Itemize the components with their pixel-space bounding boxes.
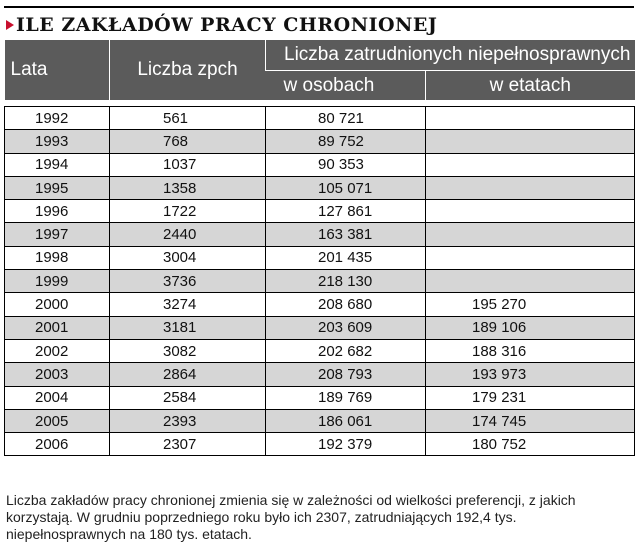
header-liczba-zpch: Liczba zpch bbox=[110, 40, 266, 100]
cell-persons: 218 130 bbox=[266, 270, 426, 293]
cell-etaty bbox=[426, 153, 635, 176]
cell-etaty bbox=[426, 223, 635, 246]
cell-year: 1994 bbox=[5, 153, 110, 176]
cell-year: 2001 bbox=[5, 316, 110, 339]
footnote: Liczba zakładów pracy chronionej zmienia się w zależności od wielkości preferencji, z jakich korzystają. W grudniu poprzedniego roku było ich 2307, zatrudniających 192,4 tys. niepełnosprawnych na 180 tys. etatach. bbox=[6, 492, 576, 542]
title-bar bbox=[4, 6, 634, 42]
cell-persons: 80 721 bbox=[266, 107, 426, 130]
table-row bbox=[5, 153, 635, 176]
cell-count: 3082 bbox=[110, 339, 266, 362]
cell-persons: 105 071 bbox=[266, 176, 426, 199]
table-row bbox=[5, 107, 635, 130]
cell-etaty bbox=[426, 246, 635, 269]
table-row bbox=[5, 433, 635, 456]
cell-etaty bbox=[426, 200, 635, 223]
header-w-osobach: w osobach bbox=[266, 71, 426, 101]
cell-count: 1722 bbox=[110, 200, 266, 223]
cell-persons: 203 609 bbox=[266, 316, 426, 339]
cell-etaty bbox=[426, 130, 635, 153]
cell-count: 2393 bbox=[110, 409, 266, 432]
cell-year: 2004 bbox=[5, 386, 110, 409]
cell-persons: 186 061 bbox=[266, 409, 426, 432]
cell-count: 2864 bbox=[110, 363, 266, 386]
cell-year: 1999 bbox=[5, 270, 110, 293]
cell-year: 1995 bbox=[5, 176, 110, 199]
cell-year: 1997 bbox=[5, 223, 110, 246]
cell-persons: 208 793 bbox=[266, 363, 426, 386]
cell-year: 2002 bbox=[5, 339, 110, 362]
cell-count: 3274 bbox=[110, 293, 266, 316]
page-title: ILE ZAKŁADÓW PRACY CHRONIONEJ bbox=[16, 14, 438, 36]
cell-persons: 163 381 bbox=[266, 223, 426, 246]
header-zatrudnionych: Liczba zatrudnionych niepełnosprawnych bbox=[266, 40, 635, 71]
cell-count: 2307 bbox=[110, 433, 266, 456]
table-row bbox=[5, 176, 635, 199]
table-row bbox=[5, 200, 635, 223]
cell-year: 2003 bbox=[5, 363, 110, 386]
table-row bbox=[5, 386, 635, 409]
cell-persons: 201 435 bbox=[266, 246, 426, 269]
table-row bbox=[5, 339, 635, 362]
cell-count: 3181 bbox=[110, 316, 266, 339]
cell-etaty: 188 316 bbox=[426, 339, 635, 362]
cell-count: 2440 bbox=[110, 223, 266, 246]
cell-count: 561 bbox=[110, 107, 266, 130]
cell-year: 1996 bbox=[5, 200, 110, 223]
table-row bbox=[5, 130, 635, 153]
cell-count: 2584 bbox=[110, 386, 266, 409]
cell-year: 1992 bbox=[5, 107, 110, 130]
cell-count: 1037 bbox=[110, 153, 266, 176]
header-lata: Lata bbox=[5, 40, 110, 100]
cell-year: 1993 bbox=[5, 130, 110, 153]
cell-persons: 189 769 bbox=[266, 386, 426, 409]
cell-etaty: 179 231 bbox=[426, 386, 635, 409]
cell-year: 1998 bbox=[5, 246, 110, 269]
table-row bbox=[5, 223, 635, 246]
cell-persons: 127 861 bbox=[266, 200, 426, 223]
arrow-right-icon bbox=[6, 20, 14, 30]
table-row bbox=[5, 246, 635, 269]
cell-persons: 192 379 bbox=[266, 433, 426, 456]
cell-year: 2006 bbox=[5, 433, 110, 456]
cell-year: 2005 bbox=[5, 409, 110, 432]
cell-year: 2000 bbox=[5, 293, 110, 316]
cell-etaty bbox=[426, 270, 635, 293]
table-row bbox=[5, 270, 635, 293]
cell-persons: 89 752 bbox=[266, 130, 426, 153]
header-w-etatach: w etatach bbox=[426, 71, 635, 101]
cell-etaty: 195 270 bbox=[426, 293, 635, 316]
cell-etaty: 174 745 bbox=[426, 409, 635, 432]
cell-etaty: 189 106 bbox=[426, 316, 635, 339]
cell-count: 3004 bbox=[110, 246, 266, 269]
cell-persons: 90 353 bbox=[266, 153, 426, 176]
cell-persons: 202 682 bbox=[266, 339, 426, 362]
cell-count: 768 bbox=[110, 130, 266, 153]
table-row bbox=[5, 293, 635, 316]
cell-etaty: 193 973 bbox=[426, 363, 635, 386]
table-row bbox=[5, 316, 635, 339]
data-table bbox=[4, 40, 635, 456]
cell-etaty bbox=[426, 176, 635, 199]
table-row bbox=[5, 409, 635, 432]
table-row bbox=[5, 363, 635, 386]
cell-persons: 208 680 bbox=[266, 293, 426, 316]
cell-etaty bbox=[426, 107, 635, 130]
cell-count: 3736 bbox=[110, 270, 266, 293]
cell-count: 1358 bbox=[110, 176, 266, 199]
cell-etaty: 180 752 bbox=[426, 433, 635, 456]
